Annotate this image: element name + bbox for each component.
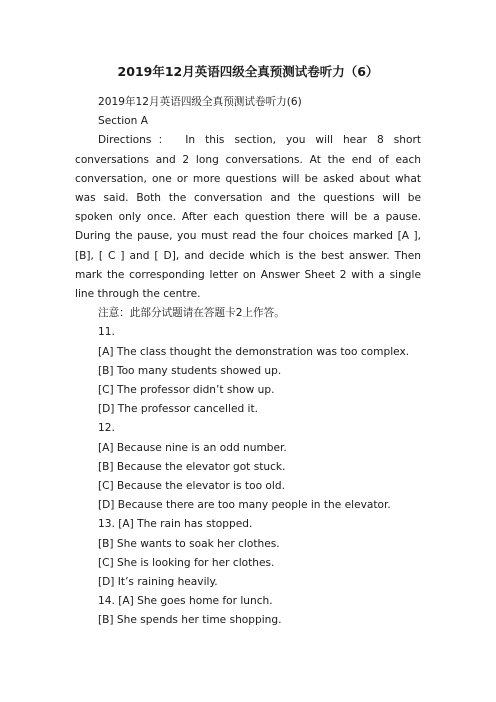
question-number: 12. (98, 422, 115, 435)
document-body (75, 93, 421, 631)
question-with-option: 13. [A] The rain has stopped. (98, 518, 253, 531)
document-title: 2019年12月英语四级全真预测试卷听力（6） (117, 64, 379, 79)
answer-option: [D] The professor cancelled it. (98, 403, 259, 416)
answer-option: [D] Because there are too many people in the elevator. (98, 499, 391, 512)
answer-option: [B] Too many students showed up. (98, 364, 282, 377)
answer-option: [B] Because the elevator got stuck. (98, 460, 286, 473)
answer-option: [D] It’s raining heavily. (98, 576, 218, 589)
answer-option: [C] Because the elevator is too old. (98, 480, 285, 493)
document-subtitle: 2019年12月英语四级全真预测试卷听力(6) (98, 96, 302, 108)
answer-option: [A] Because nine is an odd number. (98, 441, 287, 454)
question-with-option: 14. [A] She goes home for lunch. (98, 595, 273, 608)
answer-option: [C] She is looking for her clothes. (98, 556, 275, 569)
answer-option: [C] The professor didn’t show up. (98, 384, 275, 397)
answer-option: [B] She wants to soak her clothes. (98, 537, 280, 550)
answer-note: 注意：此部分试题请在答题卡2上作答。 (98, 307, 285, 320)
answer-option: [A] The class thought the demonstration was too complex. (98, 345, 410, 358)
section-heading: Section A (98, 115, 148, 128)
answer-option: [B] She spends her time shopping. (98, 614, 282, 627)
question-number: 11. (98, 326, 115, 339)
directions-paragraph: Directions： In this section, you will hear 8 short conversations and 2 long conversations. At the end of each conversation, one or more questions will be asked about what was said. Both the conversation and the questions will be spoken only once. After each question there will be a pause. During the pause, you must read the four choices marked [A ], [B], [ C ] and [ D], and decide which is the best answer. Then mark the corresponding letter on Answer Sheet 2 with a single line through the centre. (75, 134, 421, 301)
